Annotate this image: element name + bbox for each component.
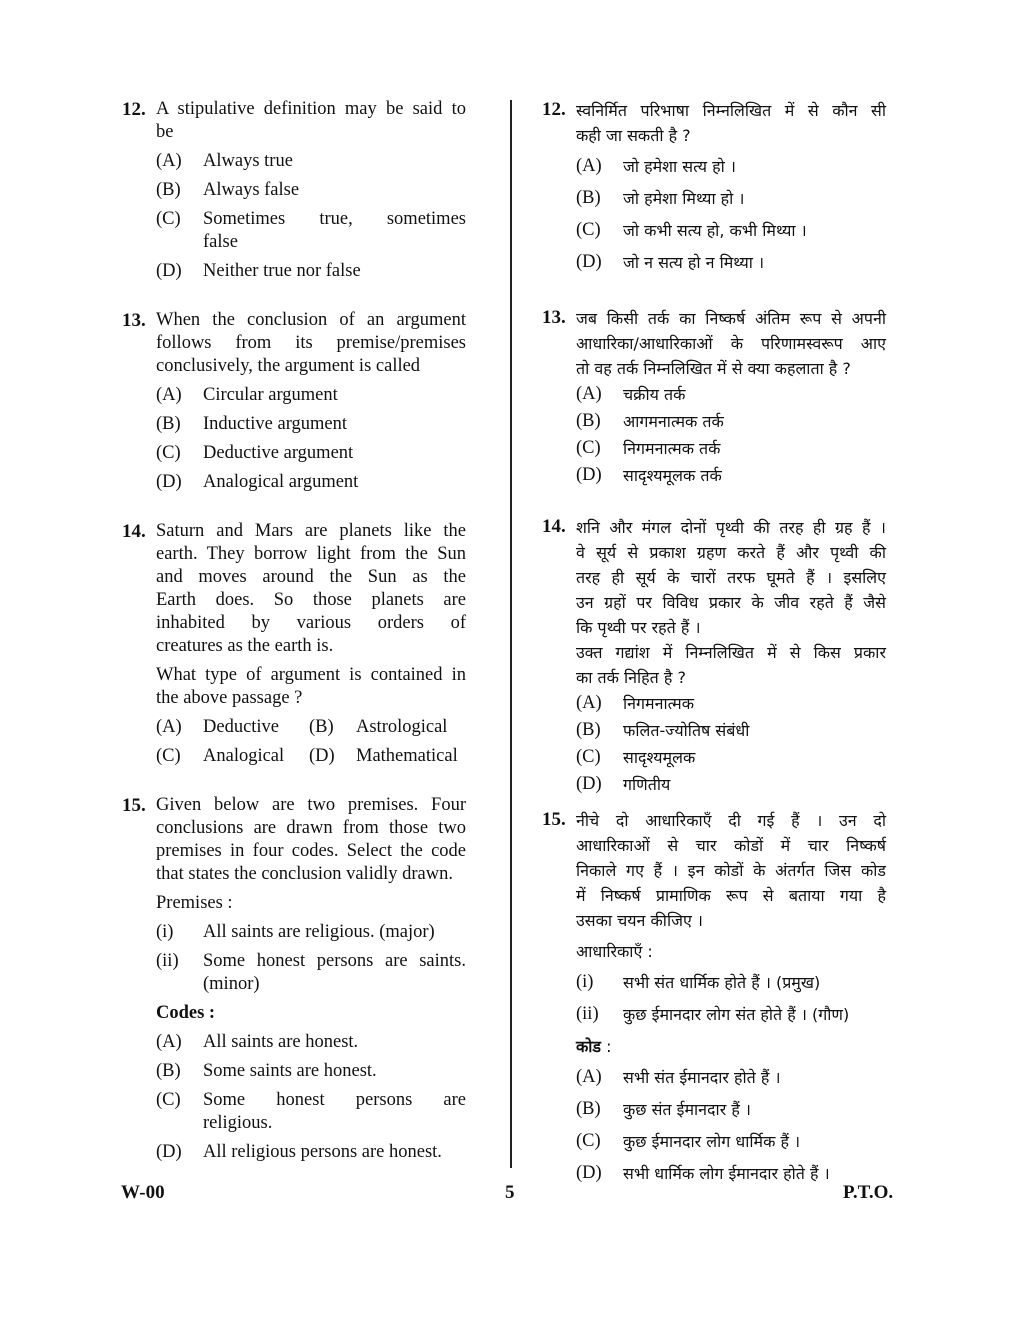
- question-text: जब किसी तर्क का निष्कर्ष अंतिम रूप से अपनी: [576, 309, 886, 328]
- option: (B) फलित-ज्योतिष संबंधी: [576, 720, 750, 740]
- question-subtext: What type of argument is contained in: [156, 665, 466, 685]
- question-number: 13.: [122, 310, 146, 331]
- premises-label: आधारिकाएँ :: [576, 942, 653, 961]
- option: (D) All religious persons are honest.: [156, 1142, 442, 1162]
- page-number: 5: [505, 1182, 515, 1203]
- codes-label: कोड :: [576, 1037, 612, 1056]
- option: (D) Analogical argument: [156, 472, 359, 492]
- premise: (ii) कुछ ईमानदार लोग संत होते हैं । (गौण): [576, 1004, 850, 1024]
- question-14-hindi: [542, 515, 886, 798]
- option: (D) गणितीय: [576, 774, 671, 794]
- codes-label: Codes :: [156, 1003, 216, 1023]
- question-text: नीचे दो आधारिकाएँ दी गई हैं । उन दो: [576, 811, 886, 830]
- premise: (ii) Some honest persons are saints. (minor): [156, 951, 466, 994]
- paper-code: W-00: [121, 1182, 165, 1203]
- pto-label: P.T.O.: [843, 1182, 894, 1203]
- question-text: कही जा सकती है ?: [576, 126, 691, 145]
- option: (C) Deductive argument: [156, 443, 354, 463]
- question-text: follows from its premise/premises: [156, 333, 466, 353]
- option: (C) Sometimes true, sometimes false: [156, 209, 466, 252]
- question-text: आधारिका/आधारिकाओं के परिणामस्वरूप आए: [576, 334, 886, 353]
- question-text: शनि और मंगल दोनों पृथ्वी की तरह ही ग्रह हैं ।: [576, 518, 886, 537]
- question-12: [122, 98, 466, 283]
- question-number: 12.: [542, 99, 566, 120]
- right-column: [542, 98, 886, 1187]
- question-text: स्वनिर्मित परिभाषा निम्नलिखित में से कौन सी: [576, 101, 886, 120]
- option-row: (A) Deductive (B) Astrological: [156, 717, 448, 737]
- option: (B) Always false: [156, 180, 300, 200]
- option: (B) Some saints are honest.: [156, 1061, 377, 1081]
- option: (D) सादृश्यमूलक तर्क: [576, 465, 722, 485]
- option: (A) Always true: [156, 151, 293, 171]
- question-number: 15.: [122, 795, 146, 816]
- option-row: (C) Analogical (D) Mathematical: [156, 746, 458, 766]
- column-divider: [510, 100, 512, 1168]
- option: (A) निगमनात्मक: [576, 693, 694, 713]
- left-column: [122, 98, 466, 1164]
- option: (C) सादृश्यमूलक: [576, 747, 696, 767]
- option: (C) Some honest persons are religious.: [156, 1090, 466, 1133]
- premise: (i) सभी संत धार्मिक होते हैं । (प्रमुख): [576, 972, 821, 992]
- question-text: and moves around the Sun as the: [156, 567, 466, 587]
- premises-label: Premises :: [156, 893, 233, 913]
- question-text: A stipulative definition may be said to: [156, 99, 466, 119]
- question-text: तो वह तर्क निम्नलिखित में से क्या कहलाता है ?: [576, 359, 851, 378]
- question-12-hindi: [542, 98, 886, 276]
- question-text: उन ग्रहों पर विविध प्रकार के जीव रहते हैं जैसे: [576, 593, 886, 612]
- question-text: creatures as the earth is.: [156, 636, 334, 656]
- question-number: 14.: [122, 521, 146, 542]
- option: (D) सभी धार्मिक लोग ईमानदार होते हैं ।: [576, 1163, 830, 1183]
- option: (C) कुछ ईमानदार लोग धार्मिक हैं ।: [576, 1131, 801, 1151]
- question-text: उक्त गद्यांश में निम्नलिखित में से किस प्रकार: [576, 643, 886, 662]
- question-text: निकाले गए हैं । इन कोडों के अंतर्गत जिस कोड: [576, 861, 886, 880]
- question-15: [122, 794, 466, 1164]
- option: (B) जो हमेशा मिथ्या हो ।: [576, 188, 745, 208]
- question-text: be: [156, 122, 174, 142]
- question-text: premises in four codes. Select the code: [156, 841, 466, 861]
- question-text: Saturn and Mars are planets like the: [156, 521, 466, 541]
- question-text: inhabited by various orders of: [156, 613, 466, 633]
- option: (C) निगमनात्मक तर्क: [576, 438, 721, 458]
- question-text: that states the conclusion validly drawn.: [156, 864, 453, 884]
- question-text: When the conclusion of an argument: [156, 310, 466, 330]
- question-subtext: the above passage ?: [156, 688, 303, 708]
- question-text: में निष्कर्ष प्रामाणिक रूप से बताया गया है: [576, 886, 886, 905]
- question-14: [122, 520, 466, 768]
- premise: (i) All saints are religious. (major): [156, 922, 435, 942]
- question-text: तरह ही सूर्य के चारों तरफ घूमते हैं । इसलिए: [576, 568, 886, 587]
- question-number: 12.: [122, 99, 146, 120]
- option: (D) Neither true nor false: [156, 261, 361, 281]
- option: (D) जो न सत्य हो न मिथ्या ।: [576, 252, 765, 272]
- question-text: Earth does. So those planets are: [156, 590, 466, 610]
- question-number: 13.: [542, 307, 566, 328]
- option: (A) सभी संत ईमानदार होते हैं ।: [576, 1067, 781, 1087]
- question-text: का तर्क निहित है ?: [576, 668, 686, 687]
- question-text: Given below are two premises. Four: [156, 795, 466, 815]
- option: (A) Circular argument: [156, 385, 338, 405]
- question-13-hindi: [542, 306, 886, 489]
- question-text: वे सूर्य से प्रकाश ग्रहण करते हैं और पृथ्वी की: [576, 543, 886, 562]
- question-text: आधारिकाओं से चार कोडों में चार निष्कर्ष: [576, 836, 886, 855]
- question-number: 14.: [542, 516, 566, 537]
- question-text: conclusions are drawn from those two: [156, 818, 466, 838]
- question-text: कि पृथ्वी पर रहते हैं ।: [576, 618, 701, 637]
- option: (A) जो हमेशा सत्य हो ।: [576, 156, 736, 176]
- option: (B) आगमनात्मक तर्क: [576, 411, 724, 431]
- question-text: उसका चयन कीजिए ।: [576, 911, 703, 930]
- option: (A) चक्रीय तर्क: [576, 384, 686, 404]
- question-text: earth. They borrow light from the Sun: [156, 544, 466, 564]
- option: (C) जो कभी सत्य हो, कभी मिथ्या ।: [576, 220, 807, 240]
- question-15-hindi: [542, 808, 886, 1187]
- question-13: [122, 309, 466, 494]
- option: (A) All saints are honest.: [156, 1032, 359, 1052]
- option: (B) कुछ संत ईमानदार हैं ।: [576, 1099, 751, 1119]
- question-text: conclusively, the argument is called: [156, 356, 421, 376]
- option: (B) Inductive argument: [156, 414, 348, 434]
- question-number: 15.: [542, 809, 566, 830]
